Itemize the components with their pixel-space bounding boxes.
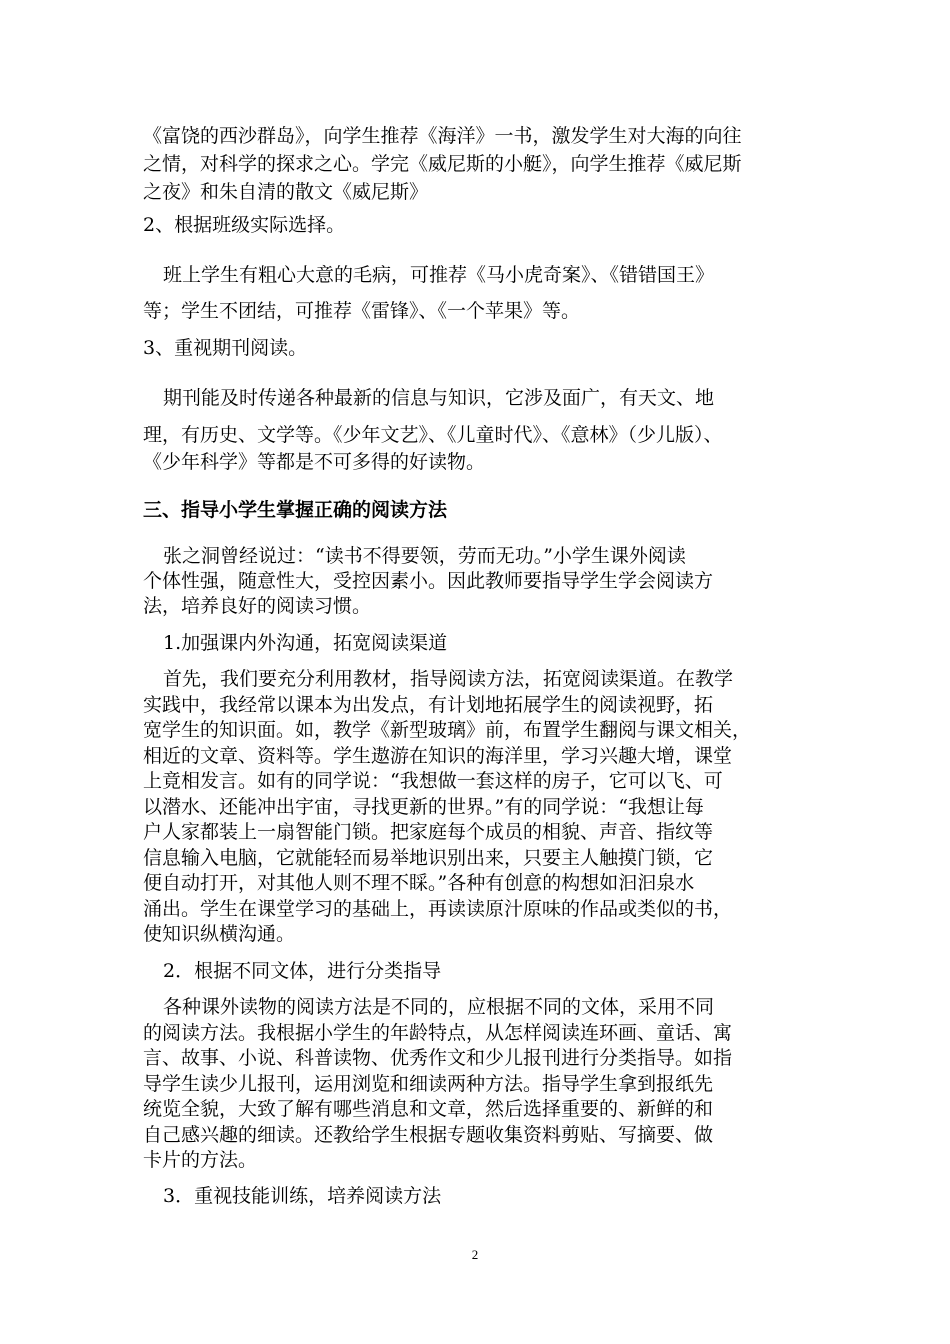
text-line: 户人家都装上一扇智能门锁。把家庭每个成员的相貌、声音、指纹等 [143,821,714,843]
text-line: 上竟相发言。如有的同学说：“我想做一套这样的房子，它可以飞、可 [143,770,723,792]
subsection-heading: 2．根据不同文体，进行分类指导 [163,960,442,982]
text-line: 之情，对科学的探求之心。学完《威尼斯的小艇》，向学生推荐《威尼斯 [143,153,742,175]
text-line: 信息输入电脑，它就能轻而易举地识别出来，只要主人触摸门锁，它 [143,847,714,869]
list-item-heading: 3、重视期刊阅读。 [143,337,308,359]
text-line: 首先，我们要充分利用教材，指导阅读方法，拓宽阅读渠道。在教学 [163,668,734,690]
list-item-heading: 2、根据班级实际选择。 [143,214,346,236]
text-line: 理，有历史、文学等。《少年文艺》、《儿童时代》、《意林》（少儿版）、 [143,424,723,446]
text-line: 张之洞曾经说过：“读书不得要领，劳而无功。”小学生课外阅读 [163,545,686,567]
text-line: 相近的文章、资料等。学生遨游在知识的海洋里，学习兴趣大增，课堂 [143,745,733,767]
text-line: 实践中，我经常以课本为出发点，有计划地拓展学生的阅读视野，拓 [143,694,714,716]
text-line: 期刊能及时传递各种最新的信息与知识，它涉及面广，有天文、地 [163,387,715,409]
text-line: 班上学生有粗心大意的毛病，可推荐《马小虎奇案》、《错错国王》 [163,264,715,286]
text-line: 《富饶的西沙群岛》，向学生推荐《海洋》一书，激发学生对大海的向往 [143,125,742,147]
text-line: 涌出。学生在课堂学习的基础上，再读读原汁原味的作品或类似的书， [143,898,733,920]
text-line: 法，培养良好的阅读习惯。 [143,595,372,617]
text-line: 言、故事、小说、科普读物、优秀作文和少儿报刊进行分类指导。如指 [143,1047,733,1069]
text-line: 卡片的方法。 [143,1149,258,1171]
subsection-heading: 3．重视技能训练，培养阅读方法 [163,1185,442,1207]
section-heading: 三、指导小学生掌握正确的阅读方法 [143,499,448,521]
text-line: 自己感兴趣的细读。还教给学生根据专题收集资料剪贴、写摘要、做 [143,1124,714,1146]
text-line: 便自动打开，对其他人则不理不睬。”各种有创意的构想如汩汩泉水 [143,872,695,894]
text-line: 之夜》和朱自清的散文《威尼斯》 [143,181,429,203]
text-line: 统览全貌，大致了解有哪些消息和文章，然后选择重要的、新鲜的和 [143,1098,714,1120]
page-number: 2 [471,1247,479,1262]
text-line: 的阅读方法。我根据小学生的年龄特点，从怎样阅读连环画、童话、寓 [143,1022,733,1044]
text-line: 个体性强，随意性大，受控因素小。因此教师要指导学生学会阅读方 [143,570,714,592]
text-line: 等；学生不团结，可推荐《雷锋》、《一个苹果》等。 [143,300,581,322]
subsection-heading: 1.加强课内外沟通，拓宽阅读渠道 [163,632,448,654]
text-line: 宽学生的知识面。如，教学《新型玻璃》前，布置学生翻阅与课文相关， [143,719,752,741]
text-line: 《少年科学》等都是不可多得的好读物。 [143,451,486,473]
text-line: 以潜水、还能冲出宇宙，寻找更新的世界。”有的同学说：“我想让每 [143,796,704,818]
text-line: 各种课外读物的阅读方法是不同的，应根据不同的文体，采用不同 [163,996,715,1018]
text-line: 使知识纵横沟通。 [143,923,296,945]
text-line: 导学生读少儿报刊，运用浏览和细读两种方法。指导学生拿到报纸先 [143,1073,714,1095]
